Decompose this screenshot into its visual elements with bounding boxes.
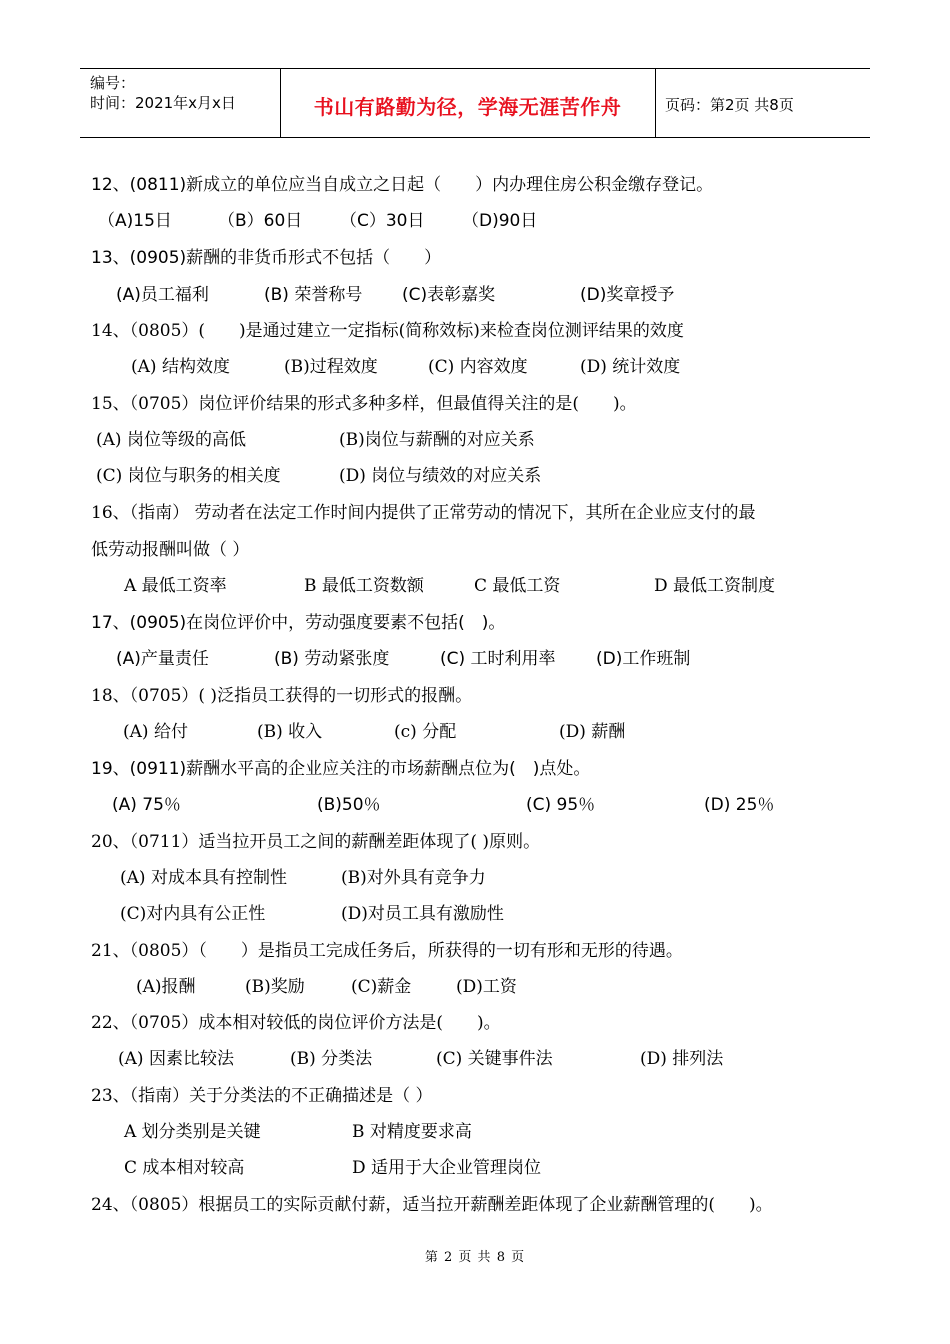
question-stem-continued: 低劳动报酬叫做（ ） xyxy=(91,540,250,560)
question-stem: 21、（0805）（ ）是指员工完成任务后，所获得的一切有形和无形的待遇。 xyxy=(91,941,683,961)
option: （C）30日 xyxy=(340,211,425,231)
option: (B) 荣誉称号 xyxy=(264,285,363,305)
option: (C)表彰嘉奖 xyxy=(402,285,496,305)
option: (D) 25％ xyxy=(704,795,775,815)
option: (B)岗位与薪酬的对应关系 xyxy=(339,430,535,450)
option: （D)90日 xyxy=(462,211,538,231)
option: (A) 对成本具有控制性 xyxy=(120,868,287,888)
option: (C) 岗位与职务的相关度 xyxy=(96,466,281,486)
option: (C)薪金 xyxy=(351,977,412,997)
option: B 对精度要求高 xyxy=(352,1122,472,1142)
option: (B) 收入 xyxy=(257,722,323,742)
option: (B)对外具有竞争力 xyxy=(341,868,486,888)
question-stem: 18、（0705）( )泛指员工获得的一切形式的报酬。 xyxy=(91,686,473,706)
option: (c) 分配 xyxy=(394,722,457,742)
option: (A) 岗位等级的高低 xyxy=(96,430,246,450)
option: C 成本相对较高 xyxy=(124,1158,245,1178)
option: (A)员工福利 xyxy=(116,285,209,305)
option: (B) 劳动紧张度 xyxy=(274,649,390,669)
option: (D)奖章授予 xyxy=(580,285,675,305)
option: (A) 给付 xyxy=(123,722,188,742)
question-stem: 12、(0811)新成立的单位应当自成立之日起（ ）内办理住房公积金缴存登记。 xyxy=(91,175,714,195)
option: (A) 75％ xyxy=(112,795,181,815)
option: （A)15日 xyxy=(98,211,172,231)
option: (A)报酬 xyxy=(136,977,196,997)
question-stem: 20、（0711）适当拉开员工之间的薪酬差距体现了( )原则。 xyxy=(91,832,541,852)
option: (A) 结构效度 xyxy=(131,357,230,377)
option: (D) 排列法 xyxy=(640,1049,724,1069)
option: (C) 95％ xyxy=(526,795,596,815)
question-stem: 19、(0911)薪酬水平高的企业应关注的市场薪酬点位为( )点处。 xyxy=(91,759,591,779)
option: D 适用于大企业管理岗位 xyxy=(352,1158,542,1178)
option: (B)过程效度 xyxy=(284,357,378,377)
header-page-cell xyxy=(655,69,870,137)
option: A 最低工资率 xyxy=(124,576,227,596)
question-stem: 17、(0905)在岗位评价中，劳动强度要素不包括( )。 xyxy=(91,613,506,633)
option: B 最低工资数额 xyxy=(304,576,424,596)
option: (D)工资 xyxy=(456,977,517,997)
header-motto-cell xyxy=(280,69,656,137)
option: (C)对内具有公正性 xyxy=(120,904,266,924)
option: (B)奖励 xyxy=(245,977,305,997)
question-stem: 23、（指南）关于分类法的不正确描述是（ ） xyxy=(91,1086,433,1106)
option: D 最低工资制度 xyxy=(654,576,776,596)
option: (D)工作班制 xyxy=(596,649,691,669)
question-stem: 24、（0805）根据员工的实际贡献付薪，适当拉开薪酬差距体现了企业薪酬管理的( )。 xyxy=(91,1195,773,1215)
date-label: 时间：2021年x月x日 xyxy=(90,94,236,112)
question-stem: 15、（0705）岗位评价结果的形式多种多样，但最值得关注的是( )。 xyxy=(91,394,637,414)
option: (C) 工时利用率 xyxy=(440,649,556,669)
page-info: 页码：第2页 共8页 xyxy=(665,96,794,114)
question-stem: 22、（0705）成本相对较低的岗位评价方法是( )。 xyxy=(91,1013,501,1033)
number-label: 编号： xyxy=(90,74,136,92)
question-stem: 14、（0805）( )是通过建立一定指标(简称效标)来检查岗位测评结果的效度 xyxy=(91,321,684,341)
option: (B)50％ xyxy=(317,795,381,815)
option: (D)对员工具有激励性 xyxy=(341,904,504,924)
option: (D) 薪酬 xyxy=(559,722,626,742)
motto: 书山有路勤为径，学海无涯苦作舟 xyxy=(313,95,622,119)
option: A 划分类别是关键 xyxy=(124,1122,261,1142)
document-header xyxy=(80,68,870,138)
header-meta-cell xyxy=(80,69,281,137)
option: (B) 分类法 xyxy=(290,1049,373,1069)
option: (D) 岗位与绩效的对应关系 xyxy=(339,466,542,486)
option: (C) 关键事件法 xyxy=(436,1049,553,1069)
option: (D) 统计效度 xyxy=(580,357,681,377)
option: (A) 因素比较法 xyxy=(118,1049,234,1069)
option: (C) 内容效度 xyxy=(428,357,528,377)
question-stem: 13、(0905)薪酬的非货币形式不包括（ ） xyxy=(91,248,442,268)
page-footer: 第 2 页 共 8 页 xyxy=(424,1250,526,1265)
option: C 最低工资 xyxy=(474,576,561,596)
option: (A)产量责任 xyxy=(116,649,209,669)
option: （B）60日 xyxy=(218,211,303,231)
question-stem: 16、（指南） 劳动者在法定工作时间内提供了正常劳动的情况下，其所在企业应支付的最 xyxy=(91,503,756,523)
